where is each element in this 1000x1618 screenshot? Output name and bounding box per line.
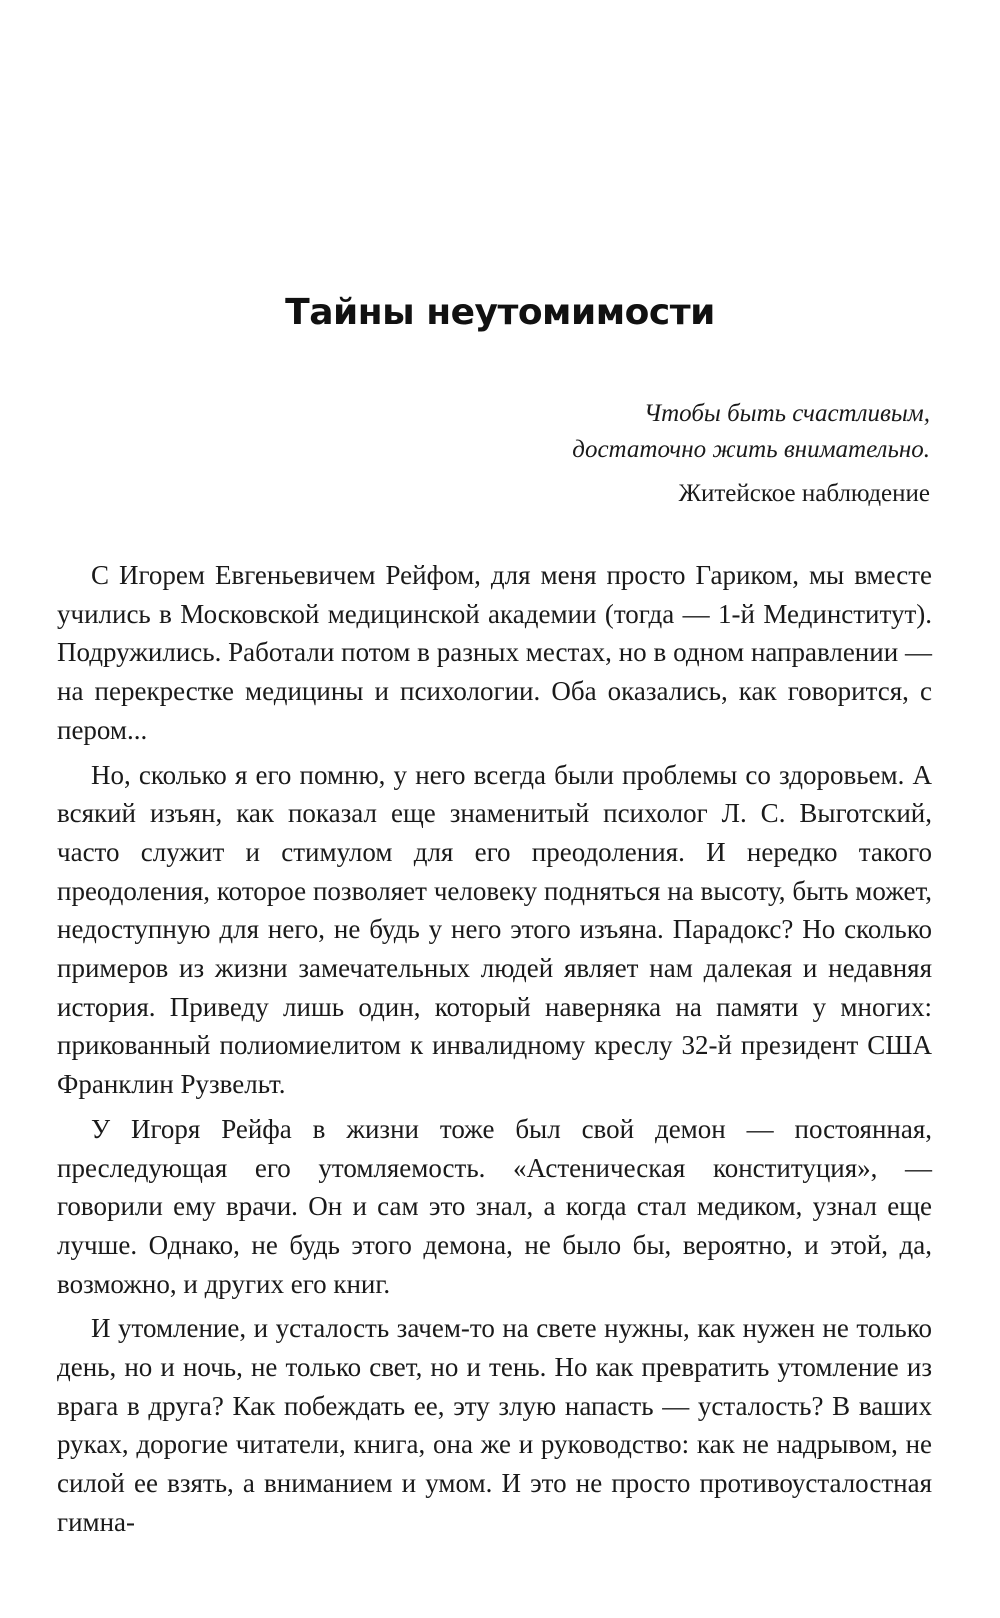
- paragraph: Но, сколько я его помню, у него всегда были проблемы со здоровьем. А всякий изъян, как показал еще знаменитый психолог Л. С. Выготский, часто служит и стимулом для его преодоления. И нередко такого преодоления, которое позволяет человеку подняться на высоту, быть может, недоступную для него, не будь у него этого изъяна. Парадокс? Но сколько примеров из жизни замечательных людей являет нам далекая и недавняя история. Приведу лишь один, который наверняка на памяти у многих: прикованный полиомиелитом к инвалидному креслу 32-й президент США Франклин Рузвельт.: [57, 759, 932, 1100]
- chapter-title: Тайны неутомимости: [285, 292, 715, 333]
- paragraph: С Игорем Евгеньевичем Рейфом, для меня просто Гариком, мы вместе учились в Московской медицинской академии (тогда — 1-й Мединститут). Подружились. Работали потом в разных местах, но в одном направлении — на перекрестке медицины и психологии. Оба оказались, как говорится, с пером...: [57, 560, 932, 745]
- paragraph: И утомление, и усталость зачем-то на свете нужны, как нужен не только день, но и ночь, не только свет, но и тень. Но как превратить утомление из врага в друга? Как побеждать ее, эту злую напасть — усталость? В ваших руках, дорогие читатели, книга, она же и руководство: как не надрывом, не силой ее взять, а вниманием и умом. И это не просто противоусталостная гимна-: [57, 1313, 932, 1537]
- epigraph-source: Житейское наблюдение: [678, 480, 930, 507]
- epigraph-line-2: достаточно жить внимательно.: [572, 436, 930, 463]
- epigraph: [410, 396, 930, 512]
- epigraph-line-1: Чтобы быть счастливым,: [643, 400, 930, 427]
- body-text: [57, 556, 932, 1542]
- paragraph: У Игоря Рейфа в жизни тоже был свой демон — постоянная, преследующая его утомляемость. «Астеническая конституция», — говорили ему врачи. Он и сам это знал, а когда стал медиком, узнал еще лучше. Однако, не будь этого демона, не было бы, вероятно, и этой, да, возможно, и других его книг.: [57, 1113, 932, 1299]
